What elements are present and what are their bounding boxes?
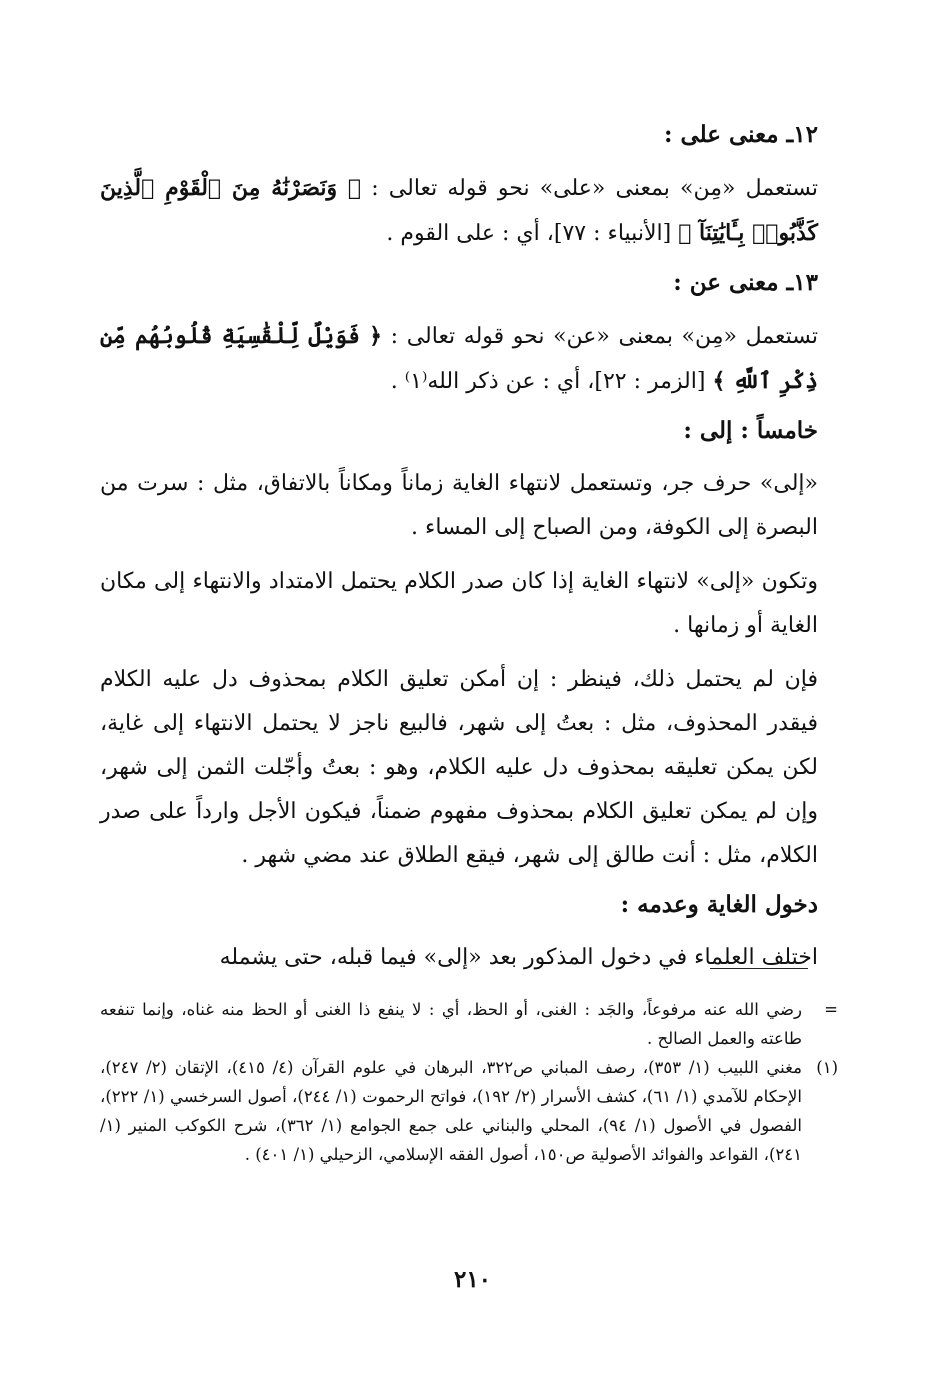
footnote-text: رضي الله عنه مرفوعاً، والجَد : الغنى، أو الحظ، أي : لا ينفع ذا الغنى أو الحظ منه غناه، وإنما تنفعه طاعته والعمل الصالح . (100, 1000, 802, 1048)
section-heading-ala: ١٢ـ معنى على : (663, 121, 818, 148)
footnote-mark: = (824, 1000, 838, 1019)
footnote-separator (710, 968, 808, 969)
quran-verse: ﴿ وَنَصَرْنَٰهُ مِنَ ٱلْقَوْمِ ٱلَّذِينَ كَذَّبُوا۟ بِـَٔايَٰتِنَآ ﴾ (100, 175, 818, 246)
paragraph-tail: [الزمر : ٢٢]، أي : عن ذكر الله⁽١⁾ . (390, 369, 713, 394)
quran-verse: ﴿ فَوَيْلٌ لِّلْقَٰسِيَةِ قُلُوبُهُم مِّن ذِكْرِ ٱللَّهِ ﴾ (100, 323, 818, 394)
footnote-1 (100, 1053, 838, 1169)
section-heading-ghaya: دخول الغاية وعدمه : (620, 891, 818, 918)
main-text (100, 118, 818, 990)
footnote-continuation (100, 995, 838, 1053)
paragraph-ila-condition: وتكون «إلى» لانتهاء الغاية إذا كان صدر الكلام يحتمل الامتداد والانتهاء إلى مكان الغاية أو زمانها . (100, 569, 818, 638)
footnote-text: مغني اللبيب (١/ ٣٥٣)، رصف المباني ص٣٢٢، البرهان في علوم القرآن (٤/ ٤١٥)، الإتقان (٢/ ٢٤٧)، الإحكام للآمدي (١/ ٦١)، كشف الأسرار (٢/ ١٩٢)، فواتح الرحموت (١/ ٢٤٤)، أصول السرخسي (١/ ٢٢٢)، الفصول في الأصول (١/ ٩٤)، المحلي والبناني على جمع الجوامع (١/ ٣٦٢)، شرح الكوكب المنير (١/ ٢٤١)، القواعد والفوائد الأصولية ص١٥٠، أصول الفقه الإسلامي، الزحيلي (١/ ٤٠١) . (100, 1058, 803, 1164)
paragraph-tail: [الأنبياء : ٧٧]، أي : على القوم . (386, 221, 679, 246)
paragraph-ila-definition: «إلى» حرف جر، وتستعمل لانتهاء الغاية زماناً ومكاناً بالاتفاق، مثل : سرت من البصرة إلى الكوفة، ومن الصباح إلى المساء . (100, 471, 818, 540)
paragraph-min-as-ala (100, 166, 818, 256)
section-heading-an: ١٣ـ معنى عن : (673, 269, 818, 296)
page-number: ٢١٠ (453, 1266, 492, 1293)
paragraph-ila-otherwise: فإن لم يحتمل ذلك، فينظر : إن أمكن تعليق الكلام بمحذوف دل عليه الكلام فيقدر المحذوف، مثل : بعتُ إلى شهر، فالبيع ناجز لا يحتمل الانتهاء إلى غاية، لكن يمكن تعليقه بمحذوف دل عليه الكلام، وهو : بعتُ وأجّلت الثمن إلى شهر، وإن لم يمكن تعليق الكلام بمحذوف مفهوم ضمناً، فيكون الأجل وارداً على صدر الكلام، مثل : أنت طالق إلى شهر، فيقع الطلاق عند مضي شهر . (100, 667, 818, 868)
section-heading-ila: خامساً : إلى : (683, 417, 818, 444)
paragraph-min-as-an (100, 314, 818, 404)
footnote-mark: (١) (816, 1058, 838, 1077)
paragraph-ghaya: اختلف العلماء في دخول المذكور بعد «إلى» فيما قبله، حتى يشمله (219, 945, 818, 970)
paragraph-lead: تستعمل «مِن» بمعنى «على» نحو قوله تعالى : (361, 176, 818, 201)
paragraph-lead: تستعمل «مِن» بمعنى «عن» نحو قوله تعالى : (382, 324, 819, 349)
footnotes (100, 995, 838, 1169)
